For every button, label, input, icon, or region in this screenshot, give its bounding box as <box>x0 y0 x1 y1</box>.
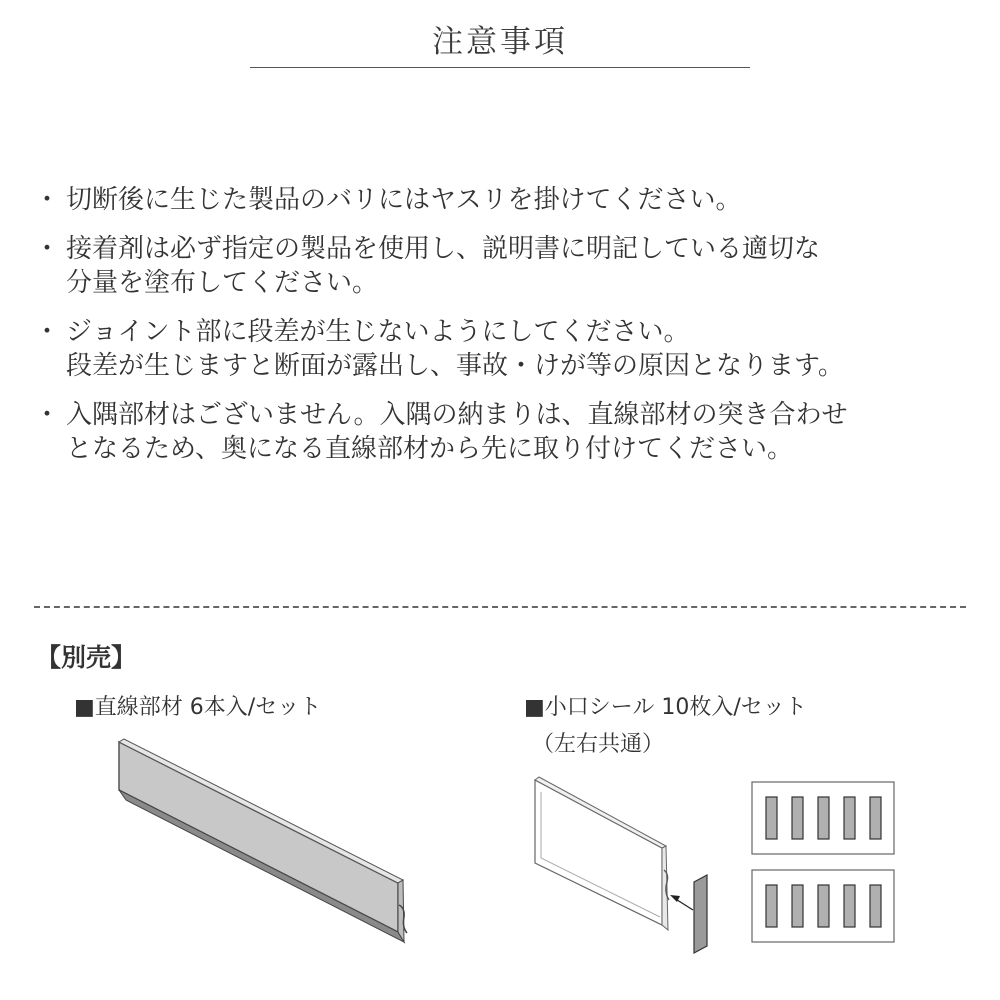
bullet: ・ <box>34 234 61 264</box>
product-label-end-seal: ■小口シール 10枚入/セット <box>524 695 807 720</box>
note-text: 入隅部材はございません。入隅の納まりは、直線部材の突き合わせ <box>66 400 848 430</box>
bullet: ・ <box>34 317 61 347</box>
note-text: 分量を塗布してください。 <box>66 268 379 298</box>
bullet: ・ <box>34 185 61 215</box>
note-text: 切断後に生じた製品のバリにはヤスリを掛けてください。 <box>66 185 742 215</box>
end-seal-member-illustration <box>535 777 669 930</box>
seal-sheet-illustration <box>670 875 707 953</box>
sold-separately-heading: 【別売】 <box>36 643 137 672</box>
product-note-end-seal: （左右共通） <box>532 732 665 757</box>
note-text: 段差が生じますと断面が露出し、事故・けが等の原因となります。 <box>66 351 844 381</box>
straight-member-illustration <box>119 739 407 942</box>
note-text: となるため、奥になる直線部材から先に取り付けてください。 <box>66 434 793 464</box>
seal-card-bottom <box>752 870 894 942</box>
note-text: ジョイント部に段差が生じないようにしてください。 <box>66 317 690 347</box>
page-title: 注意事項 <box>432 24 568 60</box>
product-label-straight-member: ■直線部材 6本入/セット <box>74 695 322 720</box>
seal-card-top <box>752 782 894 854</box>
note-text: 接着剤は必ず指定の製品を使用し、説明書に明記している適切な <box>66 234 821 264</box>
bullet: ・ <box>34 400 61 430</box>
